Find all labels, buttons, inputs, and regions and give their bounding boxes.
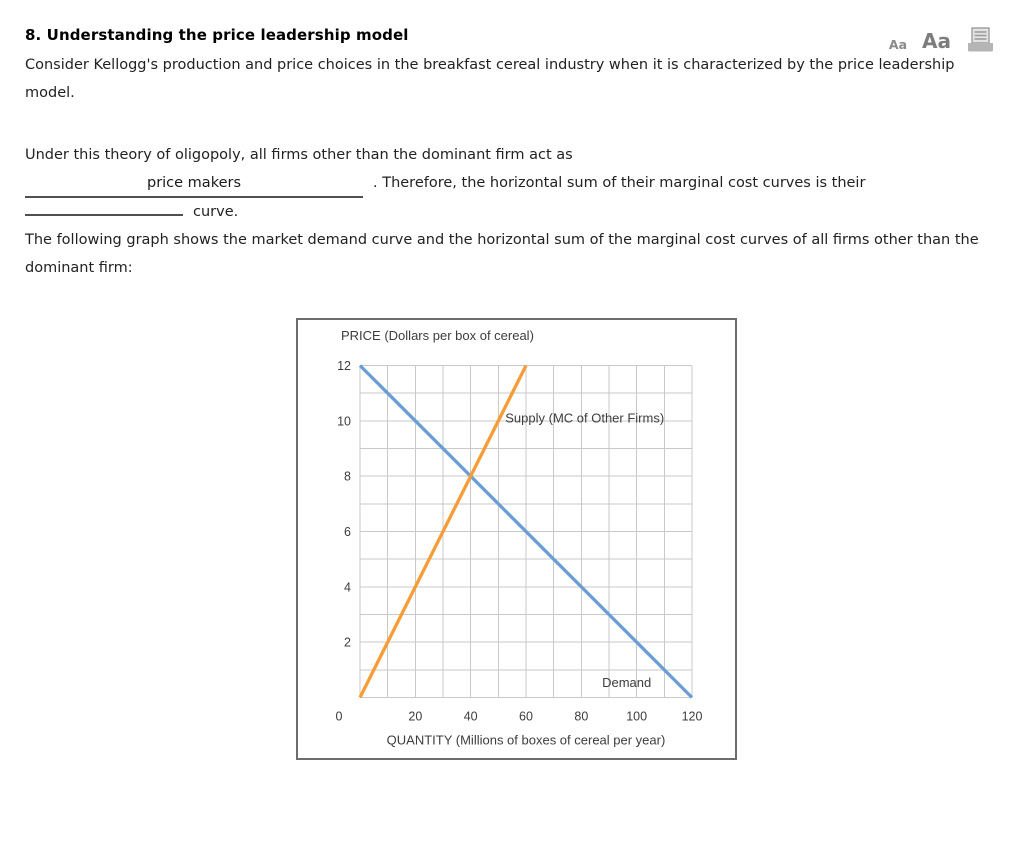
svg-text:PRICE (Dollars per box of cere: PRICE (Dollars per box of cereal) [341, 328, 534, 343]
svg-text:80: 80 [574, 709, 589, 724]
decrease-text-size-button[interactable]: Aa [888, 36, 908, 52]
svg-text:Demand: Demand [602, 674, 652, 690]
page-title: 8. Understanding the price leadership model [25, 26, 409, 44]
answer-blank-2[interactable] [25, 214, 183, 216]
svg-text:40: 40 [463, 709, 478, 724]
increase-text-size-button[interactable]: Aa [922, 29, 951, 53]
svg-text:60: 60 [519, 709, 533, 724]
svg-text:100: 100 [626, 709, 648, 724]
fill-in-line1: Under this theory of oligopoly, all firms other than the dominant firm act as [25, 147, 573, 163]
answer-blank-1[interactable]: price makers [25, 170, 363, 198]
svg-text:12: 12 [337, 359, 351, 373]
fill-in-row1 [25, 169, 999, 198]
svg-text:0: 0 [335, 709, 343, 724]
chart-panel [296, 318, 737, 760]
svg-text:8: 8 [344, 469, 351, 484]
svg-text:10: 10 [337, 414, 351, 429]
svg-text:Supply (MC of Other Firms): Supply (MC of Other Firms) [505, 410, 665, 426]
svg-text:2: 2 [344, 635, 351, 650]
fill-in-row2 [25, 198, 999, 226]
question-header [25, 24, 999, 51]
svg-text:4: 4 [344, 580, 351, 595]
svg-text:20: 20 [408, 709, 423, 724]
graph-intro-paragraph: The following graph shows the market demand curve and the horizontal sum of the marginal cost curves of all firms other than the dominant firm: [25, 232, 979, 276]
price-quantity-chart [298, 320, 735, 758]
svg-text:6: 6 [344, 525, 351, 539]
fill-in-line3: curve. [193, 204, 239, 220]
header-toolbar [889, 24, 999, 51]
svg-text:QUANTITY (Millions of boxes of: QUANTITY (Millions of boxes of cereal per year) [386, 732, 666, 748]
printer-icon[interactable] [966, 26, 995, 53]
intro-paragraph: Consider Kellogg's production and price choices in the breakfast cereal industry when it is characterized by the price leadership model. [25, 57, 955, 101]
svg-text:120: 120 [681, 709, 703, 724]
fill-in-section [25, 141, 999, 226]
fill-in-line2: . Therefore, the horizontal sum of their marginal cost curves is their [373, 175, 866, 191]
